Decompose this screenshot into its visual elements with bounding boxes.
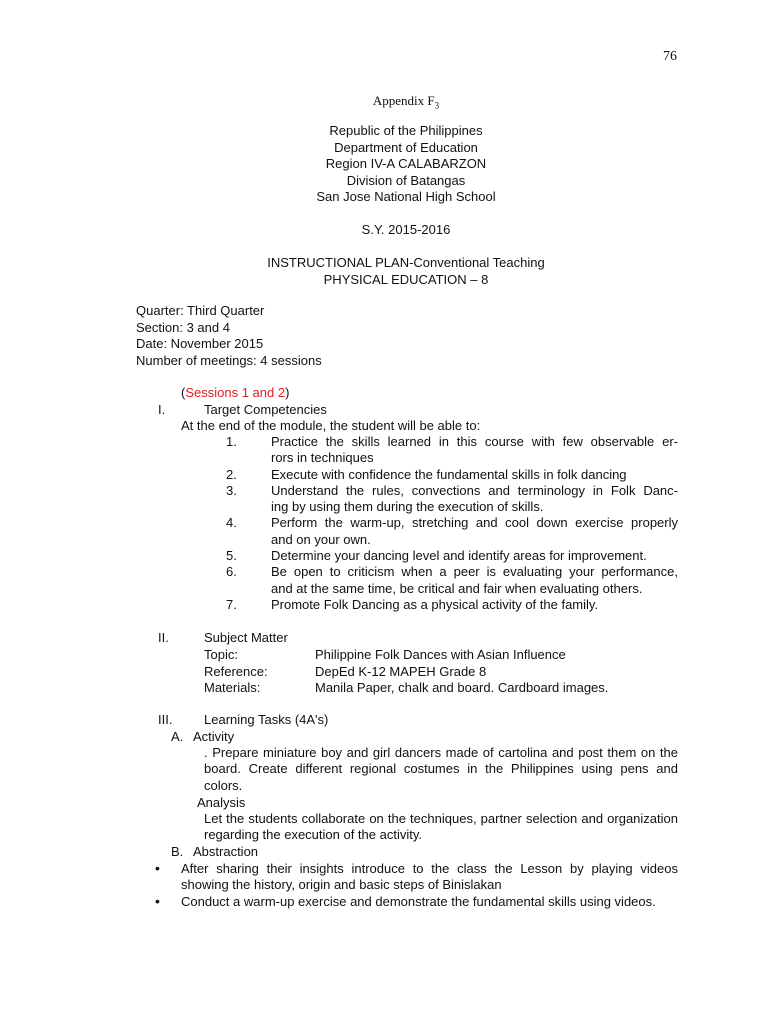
list-item-text — [271, 564, 678, 597]
list-item-number: 6. — [226, 564, 237, 580]
list-item — [226, 515, 678, 548]
list-item-number: 5. — [226, 548, 237, 564]
school-year: S.Y. 2015-2016 — [361, 222, 451, 237]
header-division: Division of Batangas — [346, 172, 466, 188]
list-item-line: Execute with confidence the fundamental skills in folk dancing — [271, 466, 627, 482]
list-item-number: 2. — [226, 466, 237, 482]
sessions-open-paren: ( — [181, 385, 186, 400]
abstraction-title: Abstraction — [193, 844, 259, 859]
appendix-heading — [0, 93, 768, 111]
abstraction-marker: B. — [171, 844, 184, 859]
subject-title: PHYSICAL EDUCATION – 8 — [323, 271, 489, 287]
header-department: Department of Education — [334, 139, 478, 155]
row-value: Philippine Folk Dances with Asian Influence — [315, 647, 566, 662]
list-item — [226, 564, 678, 597]
list-item-number: 7. — [226, 596, 237, 612]
header-republic: Republic of the Philippines — [329, 123, 483, 138]
activity-text: . Prepare miniature boy and girl dancers made of cartolina and post them on the board. Create different regional costumes in the Philippines using pens and colors. — [204, 745, 678, 793]
list-item — [226, 467, 678, 483]
plan-title: INSTRUCTIONAL PLAN-Conventional Teaching — [267, 255, 545, 270]
list-item-line: Be open to criticism when a peer is evaluating your performance, — [271, 564, 678, 580]
activity-title: Activity — [193, 729, 235, 744]
list-item-line: Perform the warm-up, stretching and cool down exercise properly — [271, 515, 678, 531]
abstraction-bullet-2: Conduct a warm-up exercise and demonstrate the fundamental skills using videos. — [181, 894, 656, 909]
page-number: 76 — [663, 49, 677, 64]
subject-matter-table — [204, 647, 608, 697]
header-school: San Jose National High School — [316, 189, 496, 205]
table-row — [204, 664, 608, 681]
meta-section: Section: 3 and 4 — [136, 319, 230, 335]
section-2-numeral: II. — [158, 630, 169, 645]
meta-meetings: Number of meetings: 4 sessions — [136, 352, 322, 368]
appendix-subscript: 3 — [434, 100, 440, 111]
list-item-line: ing by using them during the execution of skills. — [271, 499, 544, 515]
activity-marker: A. — [171, 729, 184, 744]
table-row — [204, 647, 608, 664]
meta-quarter: Quarter: Third Quarter — [136, 303, 265, 318]
list-item-text — [271, 467, 678, 483]
sessions-close-paren: ) — [285, 385, 290, 400]
section-3-numeral: III. — [158, 712, 173, 727]
bullet-icon: • — [155, 860, 160, 876]
abstraction-bullet-1: After sharing their insights introduce to the class the Lesson by playing videos showing the history, origin and basic steps of Binislakan — [181, 861, 678, 893]
header-region: Region IV-A CALABARZON — [325, 156, 487, 172]
section-1-numeral: I. — [158, 402, 166, 417]
list-item-text — [271, 483, 678, 516]
section-1-intro: At the end of the module, the student will be able to: — [181, 418, 481, 433]
bullet-icon: • — [155, 893, 160, 909]
analysis-title: Analysis — [197, 795, 246, 810]
sessions-text: Sessions 1 and 2 — [185, 385, 286, 400]
list-item — [226, 483, 678, 516]
list-item-number: 1. — [226, 434, 237, 449]
list-item-text — [271, 434, 678, 467]
plan-title-block — [0, 255, 768, 288]
list-item-line: rors in techniques — [271, 450, 374, 466]
list-item-line: Determine your dancing level and identify areas for improvement. — [271, 548, 647, 564]
list-item — [226, 548, 678, 564]
meta-date: Date: November 2015 — [136, 336, 264, 352]
plan-meta — [136, 303, 322, 369]
list-item-line: Understand the rules, convections and terminology in Folk Danc- — [271, 482, 678, 498]
row-label: Reference: — [204, 663, 268, 679]
row-label: Materials: — [204, 680, 261, 696]
row-value: Manila Paper, chalk and board. Cardboard images. — [315, 680, 609, 696]
competency-list — [226, 434, 678, 613]
list-item-line: and on your own. — [271, 531, 371, 547]
list-item-text — [271, 548, 678, 564]
section-2-title: Subject Matter — [204, 630, 288, 645]
list-item-line: Promote Folk Dancing as a physical activity of the family. — [271, 596, 599, 612]
document-header — [0, 123, 768, 206]
list-item-number: 3. — [226, 482, 237, 498]
list-item-text — [271, 515, 678, 548]
sessions-label — [181, 385, 289, 400]
section-1-title: Target Competencies — [204, 402, 327, 417]
list-item-line: and at the same time, be critical and fair when evaluating others. — [271, 580, 643, 596]
list-item — [226, 434, 678, 467]
table-row — [204, 680, 608, 697]
list-item-number: 4. — [226, 515, 237, 531]
list-item — [226, 597, 678, 613]
analysis-text: Let the students collaborate on the techniques, partner selection and organization regarding the execution of the activity. — [204, 811, 678, 843]
appendix-label: Appendix F — [372, 93, 435, 108]
section-3-title: Learning Tasks (4A's) — [204, 712, 329, 727]
list-item-text — [271, 597, 678, 613]
list-item-line: Practice the skills learned in this course with few observable er- — [271, 434, 678, 449]
row-label: Topic: — [204, 647, 238, 662]
row-value: DepEd K-12 MAPEH Grade 8 — [315, 663, 487, 679]
